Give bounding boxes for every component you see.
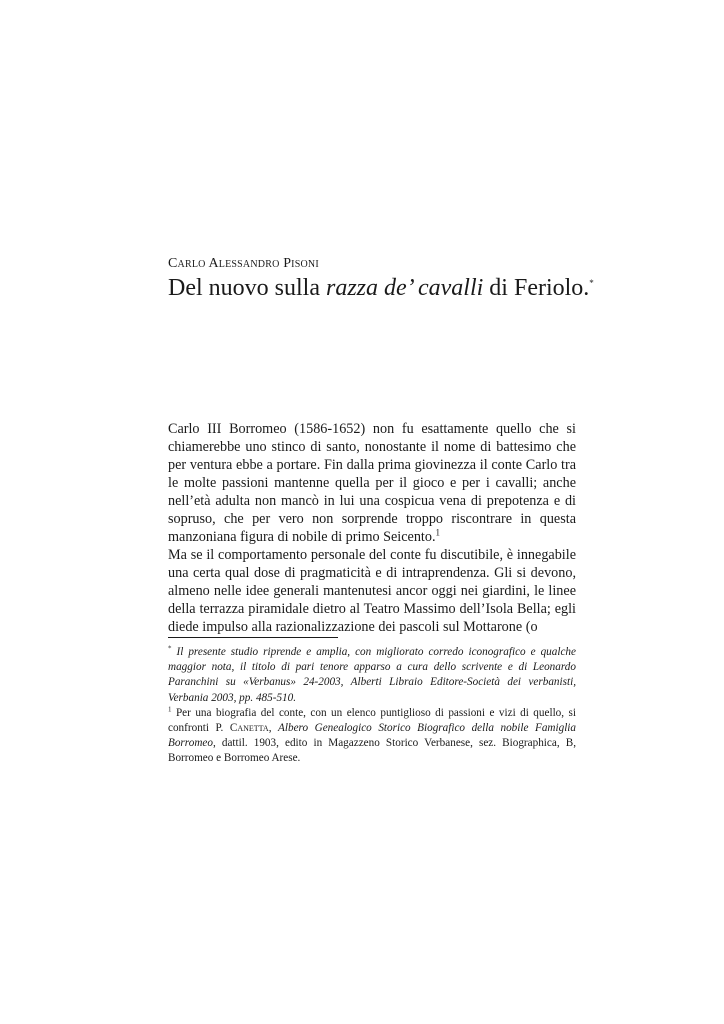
footnote-separator	[168, 637, 338, 638]
title-text-start: Del nuovo sulla	[168, 275, 326, 301]
footnote-1-text-end: , dattil. 1903, edito in Magazzeno Storico Verbanese, sez. Biographica, B, Borromeo e Borromeo Arese.	[168, 737, 576, 765]
footnote-1-separator: ,	[268, 722, 279, 735]
footnote-ref-1: 1	[435, 527, 441, 538]
author-name: Carlo Alessandro Pisoni	[168, 256, 319, 271]
article-title	[168, 275, 594, 302]
footnote-1-work-title: Albero Genealogico Storico Biografico della nobile Famiglia Borromeo	[168, 722, 577, 750]
footnote-1-author: Canetta	[229, 722, 269, 735]
footnotes	[168, 645, 576, 767]
footnote-star	[168, 645, 576, 706]
footnote-star-mark: *	[168, 644, 172, 653]
footnote-1-mark: 1	[168, 705, 172, 714]
footnote-star-text: Il presente studio riprende e amplia, con migliorato corredo iconografico e qualche maggior nota, il titolo di pari tenore apparso a cura dello scrivente e di Leonardo Paranchini su «Verbanus» 24-2003, Alberti Libraio Editore-Società dei verbanisti, Verbania 2003, pp. 485-510.	[168, 646, 576, 704]
footnote-1	[168, 706, 576, 767]
paragraph-1-text: Carlo III Borromeo (1586-1652) non fu esattamente quello che si chiamerebbe uno stinco di santo, nonostante il nome di battesimo che per ventura ebbe a portare. Fin dalla prima giovinezza il conte Carlo tra le molte passioni mantenne quella per il gioco e per i cavalli; anche nell’età adulta non mancò in lui una cospicua vena di prepotenza e di sopruso, che per vero non sorprende troppo riscontrare in questa manzoniana figura di nobile di primo Seicento.	[168, 421, 576, 545]
title-italic-phrase: razza de’ cavalli	[325, 275, 484, 301]
footnote-1-text-start: Per una biografia del conte, con un elenco puntiglioso di passioni e vizi di quello, si confronti P.	[168, 706, 576, 735]
paragraph-1	[168, 420, 576, 546]
paragraph-2-text: Ma se il comportamento personale del conte fu discutibile, è innegabile una certa qual dose di pragmaticità e di intraprendenza. Gli si devono, almeno nelle idee generali mantenutesi ancor oggi nei giardini, le linee della terrazza piramidale dietro al Teatro Massimo dell’Isola Bella; egli diede impulso alla razionalizzazione dei pascoli sul Mottarone (o	[168, 547, 576, 635]
title-footnote-mark: *	[589, 278, 594, 288]
paragraph-2	[168, 546, 576, 636]
title-text-end: di Feriolo.	[483, 275, 590, 301]
article-body	[168, 420, 576, 636]
